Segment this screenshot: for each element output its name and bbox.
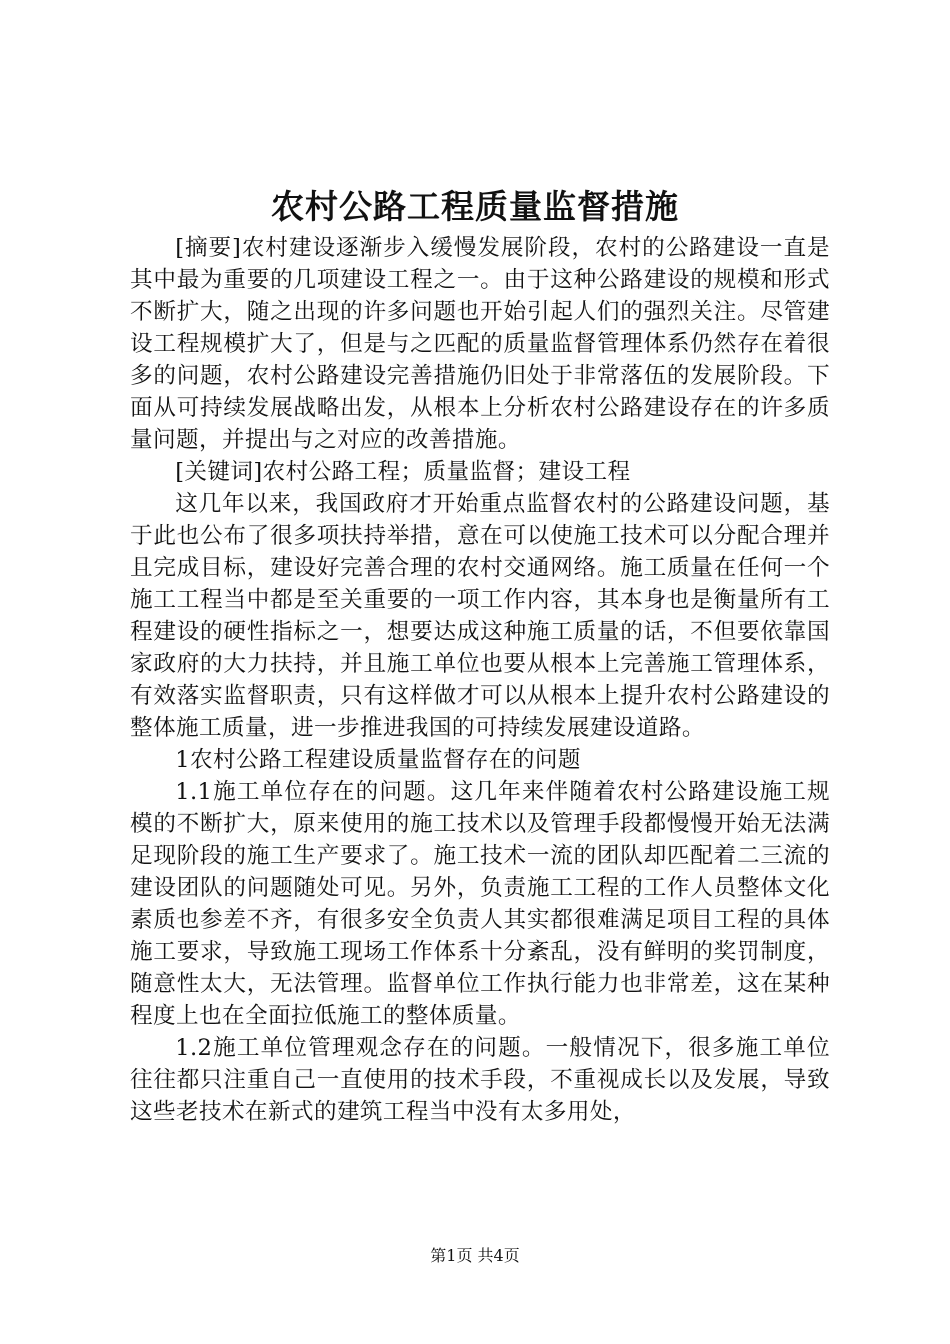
section-heading-1: 1农村公路工程建设质量监督存在的问题	[175, 747, 581, 773]
document-title: 农村公路工程质量监督措施	[271, 187, 679, 226]
keywords-paragraph: [关键词]农村公路工程；质量监督；建设工程	[175, 459, 631, 485]
intro-paragraph: 这几年以来，我国政府才开始重点监督农村的公路建设问题，基于此也公布了很多项扶持举措，意在可以使施工技术可以分配合理并且完成目标，建设好完善合理的农村交通网络。施工质量在任何一个施工工程当中都是至关重要的一项工作内容，其本身也是衡量所有工程建设的硬性指标之一，想要达成这种施工质量的话，不但要依靠国家政府的大力扶持，并且施工单位也要从根本上完善施工管理体系，有效落实监督职责，只有这样做才可以从根本上提升农村公路建设的整体施工质量，进一步推进我国的可持续发展建设道路。	[130, 491, 830, 741]
document-body	[130, 232, 830, 1128]
section-1-2-paragraph: 1.2施工单位管理观念存在的问题。一般情况下，很多施工单位往往都只注重自己一直使用的技术手段，不重视成长以及发展，导致这些老技术在新式的建筑工程当中没有太多用处，	[130, 1035, 830, 1125]
section-1-1-paragraph: 1.1施工单位存在的问题。这几年来伴随着农村公路建设施工规模的不断扩大，原来使用的施工技术以及管理手段都慢慢开始无法满足现阶段的施工生产要求了。施工技术一流的团队却匹配着二三流的建设团队的问题随处可见。另外，负责施工工程的工作人员整体文化素质也参差不齐，有很多安全负责人其实都很难满足项目工程的具体施工要求，导致施工现场工作体系十分紊乱，没有鲜明的奖罚制度，随意性太大，无法管理。监督单位工作执行能力也非常差，这在某种程度上也在全面拉低施工的整体质量。	[130, 779, 830, 1029]
abstract-paragraph: [摘要]农村建设逐渐步入缓慢发展阶段，农村的公路建设一直是其中最为重要的几项建设工程之一。由于这种公路建设的规模和形式不断扩大，随之出现的许多问题也开始引起人们的强烈关注。尽管建设工程规模扩大了，但是与之匹配的质量监督管理体系仍然存在着很多的问题，农村公路建设完善措施仍旧处于非常落伍的发展阶段。下面从可持续发展战略出发，从根本上分析农村公路建设存在的许多质量问题，并提出与之对应的改善措施。	[130, 235, 830, 453]
page-footer: 第1页 共4页	[430, 1246, 520, 1265]
